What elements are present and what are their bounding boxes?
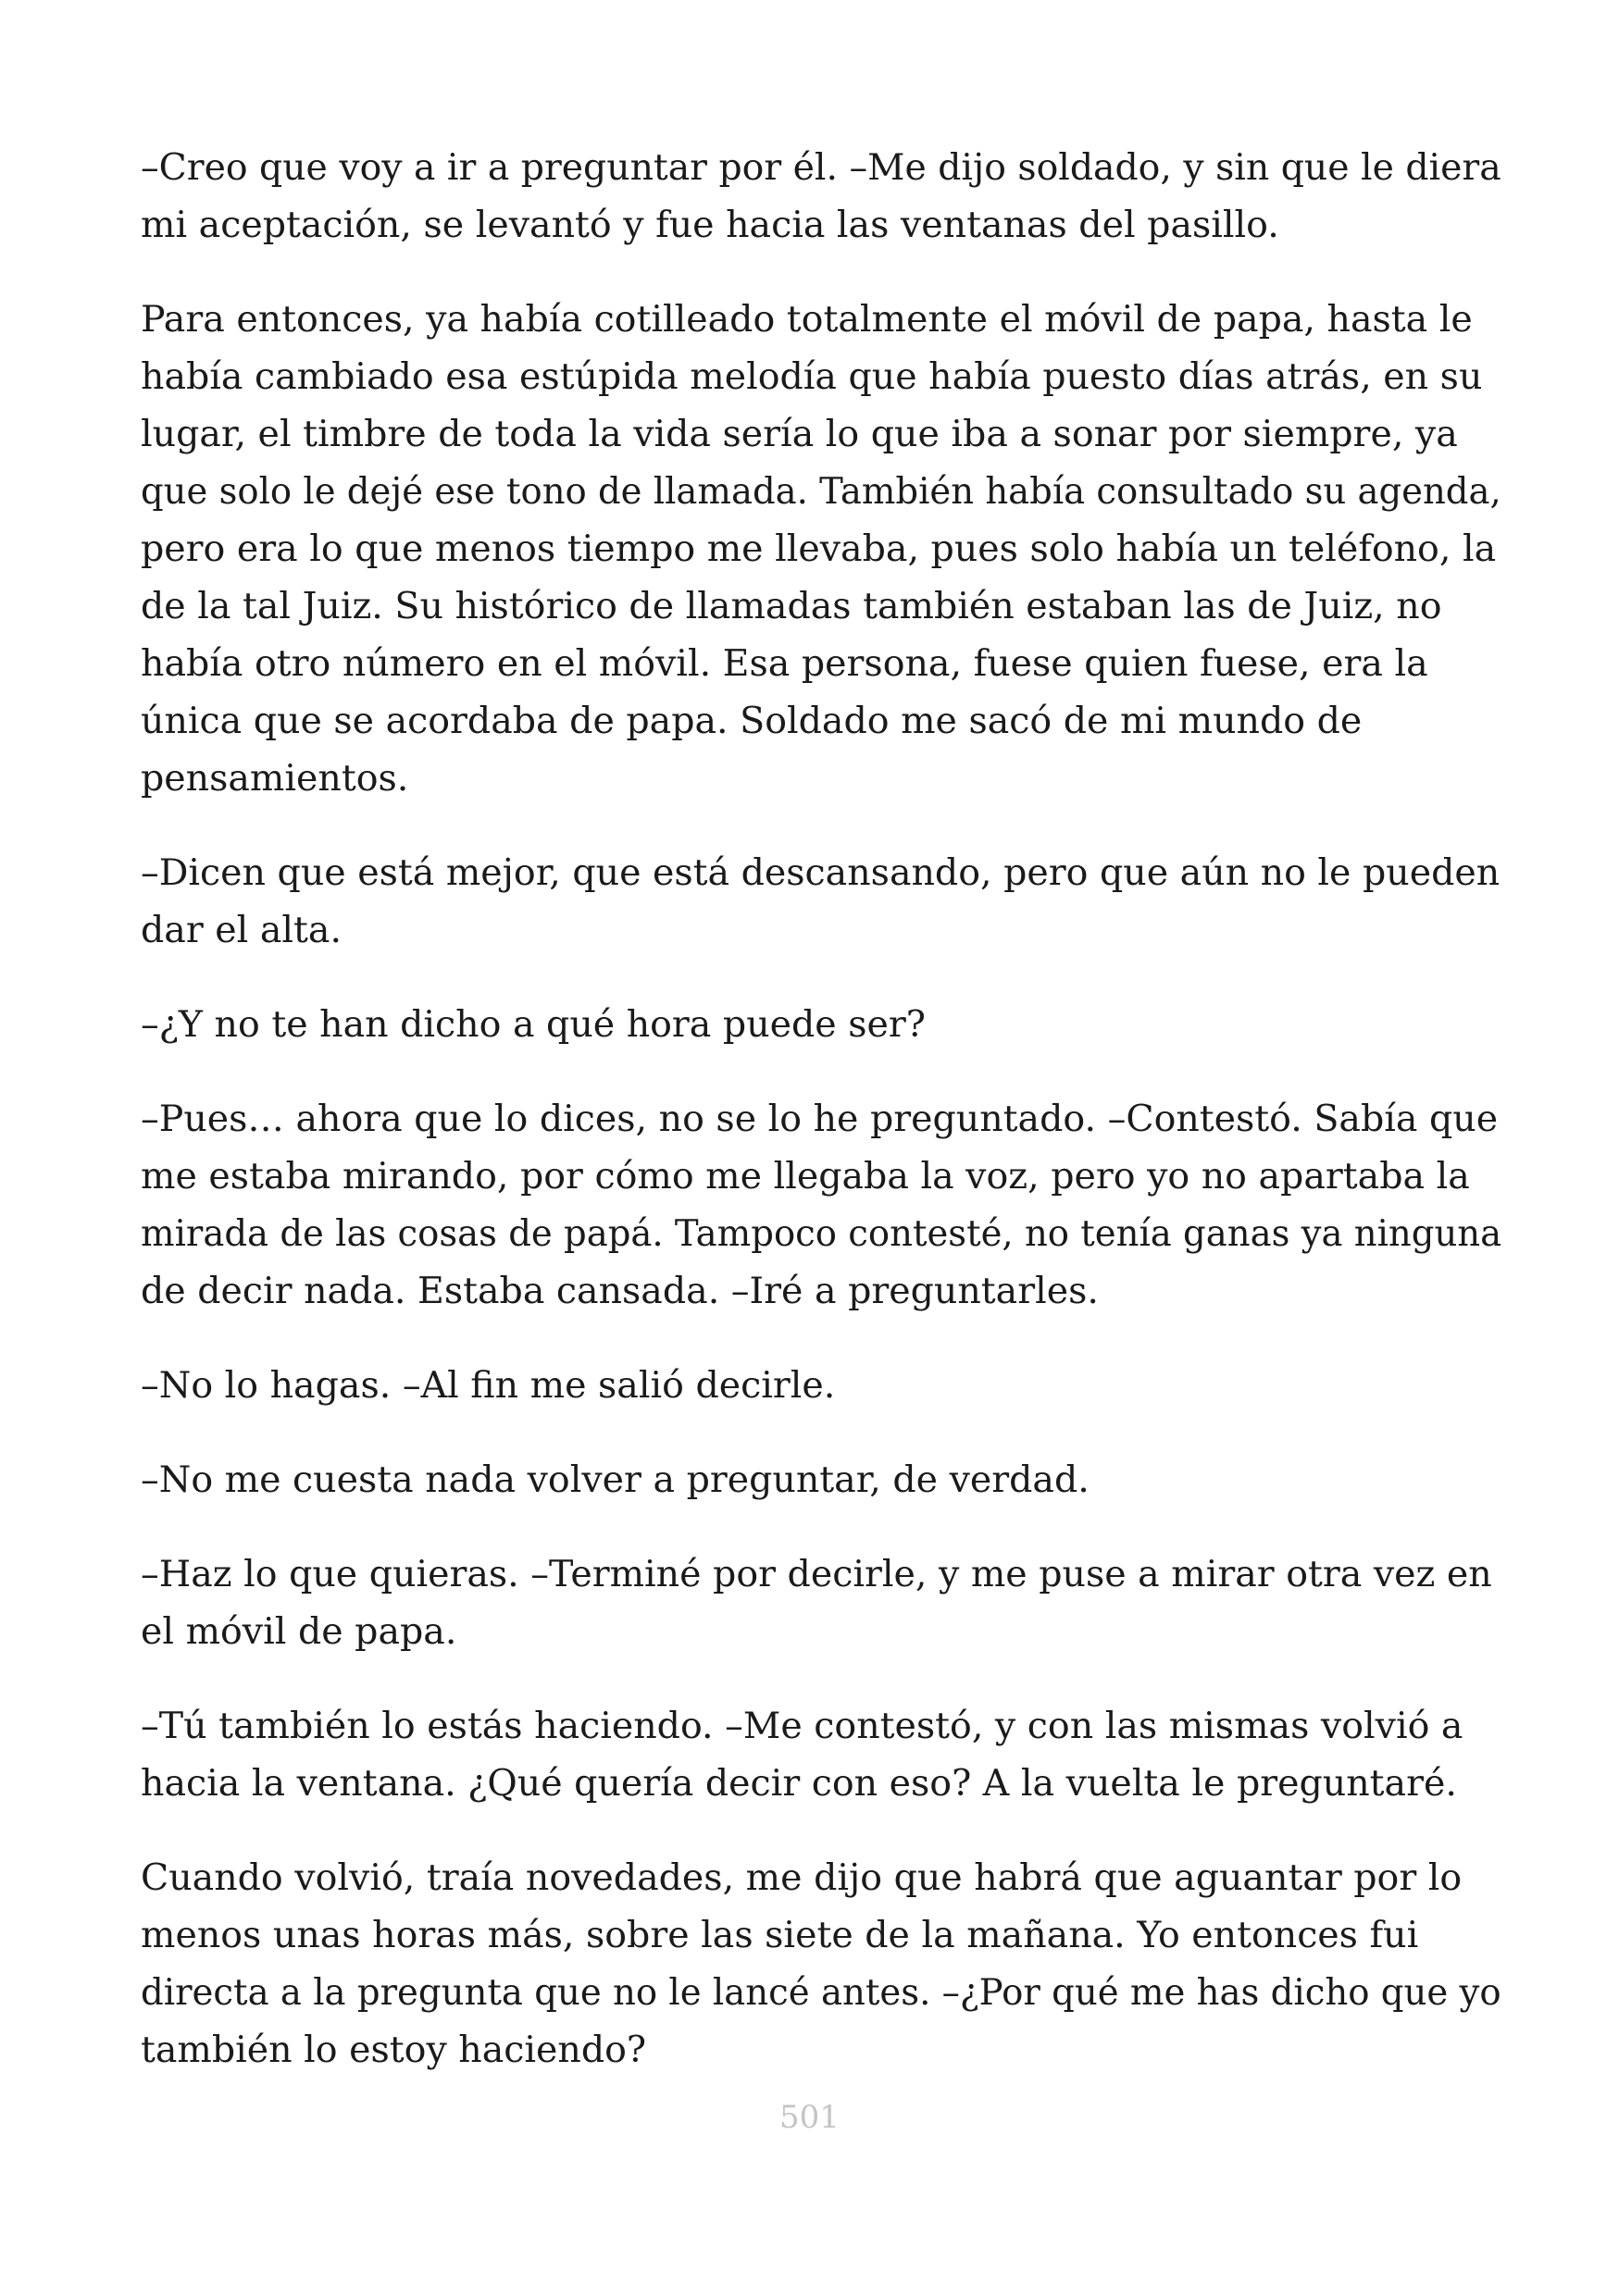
text-line: me estaba mirando, por cómo me llegaba la voz, pero yo no apartaba la [141, 1155, 1470, 1198]
text-line: pero era lo que menos tiempo me llevaba, pues solo había un teléfono, la [141, 527, 1497, 570]
text-line: dar el alta. [141, 909, 342, 951]
text-line: menos unas horas más, sobre las siete de la mañana. Yo entonces fui [141, 1914, 1419, 1956]
text-line: había cambiado esa estúpida melodía que había puesto días atrás, en su [141, 355, 1483, 398]
paragraph [141, 1357, 1501, 1414]
text-line: de decir nada. Estaba cansada. –Iré a preguntarles. [141, 1270, 1099, 1312]
text-line: Cuando volvió, traía novedades, me dijo que habrá que aguantar por lo [141, 1856, 1463, 1899]
paragraph [141, 139, 1501, 254]
text-line: que solo le dejé ese tono de llamada. También había consultado su agenda, [141, 470, 1501, 513]
text-line: única que se acordaba de papa. Soldado me sacó de mi mundo de [141, 700, 1363, 742]
paragraph [141, 1849, 1501, 2079]
text-line: pensamientos. [141, 757, 409, 800]
paragraph [141, 996, 1501, 1053]
text-line: mi aceptación, se levantó y fue hacia las ventanas del pasillo. [141, 204, 1279, 246]
paragraph [141, 1545, 1501, 1660]
text-line: –¿Y no te han dicho a qué hora puede ser? [141, 1003, 926, 1046]
text-line: de la tal Juiz. Su histórico de llamadas también estaban las de Juiz, no [141, 585, 1442, 627]
text-line: mirada de las cosas de papá. Tampoco contesté, no tenía ganas ya ninguna [141, 1212, 1502, 1255]
text-line: también lo estoy haciendo? [141, 2029, 647, 2071]
text-line: –Haz lo que quieras. –Terminé por decirle, y me puse a mirar otra vez en [141, 1553, 1492, 1595]
paragraph [141, 1451, 1501, 1508]
paragraph [141, 844, 1501, 959]
text-line: lugar, el timbre de toda la vida sería lo que iba a sonar por siempre, ya [141, 413, 1458, 455]
text-line: –No lo hagas. –Al fin me salió decirle. [141, 1364, 836, 1407]
text-line: –No me cuesta nada volver a preguntar, de verdad. [141, 1458, 1090, 1501]
paragraph [141, 291, 1501, 807]
text-line: –Dicen que está mejor, que está descansando, pero que aún no le pueden [141, 851, 1501, 894]
text-line: directa a la pregunta que no le lancé antes. –¿Por qué me has dicho que yo [141, 1971, 1501, 2014]
text-line: –Tú también lo estás haciendo. –Me contestó, y con las mismas volvió a [141, 1705, 1463, 1747]
text-line: había otro número en el móvil. Esa persona, fuese quien fuese, era la [141, 642, 1428, 685]
page-number: 501 [779, 2099, 840, 2136]
paragraph [141, 1697, 1501, 1812]
paragraph [141, 1090, 1501, 1320]
text-line: el móvil de papa. [141, 1610, 457, 1653]
text-line: Para entonces, ya había cotilleado totalmente el móvil de papa, hasta le [141, 298, 1473, 341]
text-line: hacia la ventana. ¿Qué quería decir con eso? A la vuelta le preguntaré. [141, 1762, 1457, 1805]
text-line: –Creo que voy a ir a preguntar por él. –Me dijo soldado, y sin que le diera [141, 146, 1501, 189]
body-text [141, 139, 1501, 2116]
text-line: –Pues… ahora que lo dices, no se lo he preguntado. –Contestó. Sabía que [141, 1098, 1499, 1140]
